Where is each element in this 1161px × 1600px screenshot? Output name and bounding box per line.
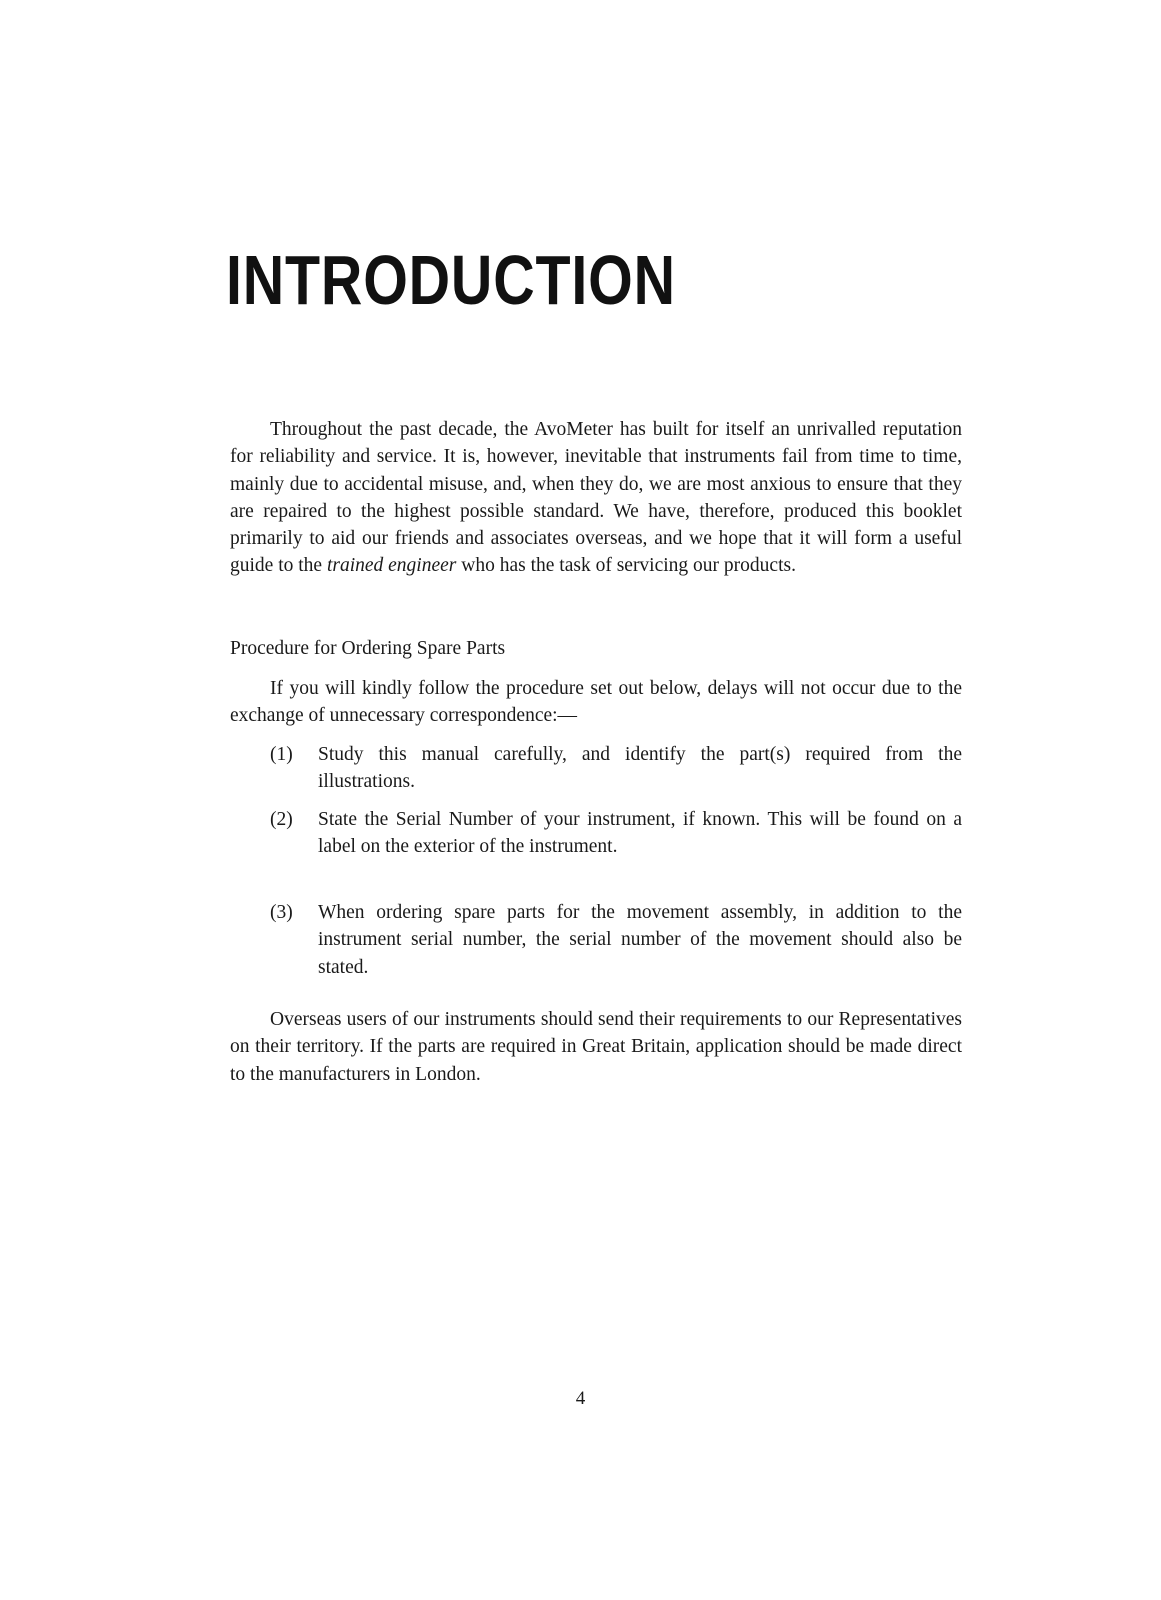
overseas-paragraph: Overseas users of our instruments should send their requirements to our Representatives on their territory. If the parts are required in Great Britain, application should be made direct to the manufacturers in London. xyxy=(230,1009,962,1085)
section-heading: Procedure for Ordering Spare Parts xyxy=(230,638,506,659)
page-title: INTRODUCTION xyxy=(226,241,676,319)
list-item xyxy=(270,741,962,796)
list-item-number: (3) xyxy=(270,902,293,923)
list-item-text: Study this manual carefully, and identify the part(s) required from the illustrations. xyxy=(318,744,962,793)
intro-text-end: who has the task of servicing our products. xyxy=(456,555,796,577)
page-number: 4 xyxy=(575,1388,586,1409)
list-item-number: (1) xyxy=(270,744,293,765)
list-item-text: State the Serial Number of your instrument, if known. This will be found on a label on the exterior of the instrument. xyxy=(318,809,962,858)
intro-text-start: Throughout the past decade, the AvoMeter has built for itself an unrivalled reputation for reliability and service. It is, however, inevitable that instruments fail from time to time, mainly due to accidental misuse, and, when they do, we are most anxious to ensure that they are repaired to the highest possible standard. We have, therefore, produced this booklet primarily to aid our friends and associates overseas, and we hope that it will form a useful guide to the xyxy=(230,419,962,577)
list-item xyxy=(270,806,962,861)
procedure-intro-paragraph: If you will kindly follow the procedure set out below, delays will not occur due to the exchange of unnecessary correspondence:— xyxy=(230,678,962,727)
list-item xyxy=(270,899,962,981)
intro-paragraph xyxy=(230,416,962,580)
intro-emphasis: trained engineer xyxy=(326,555,457,577)
list-item-number: (2) xyxy=(270,809,293,830)
list-item-text: When ordering spare parts for the movement assembly, in addition to the instrument serial number, the serial number of the movement should also be stated. xyxy=(318,902,962,978)
